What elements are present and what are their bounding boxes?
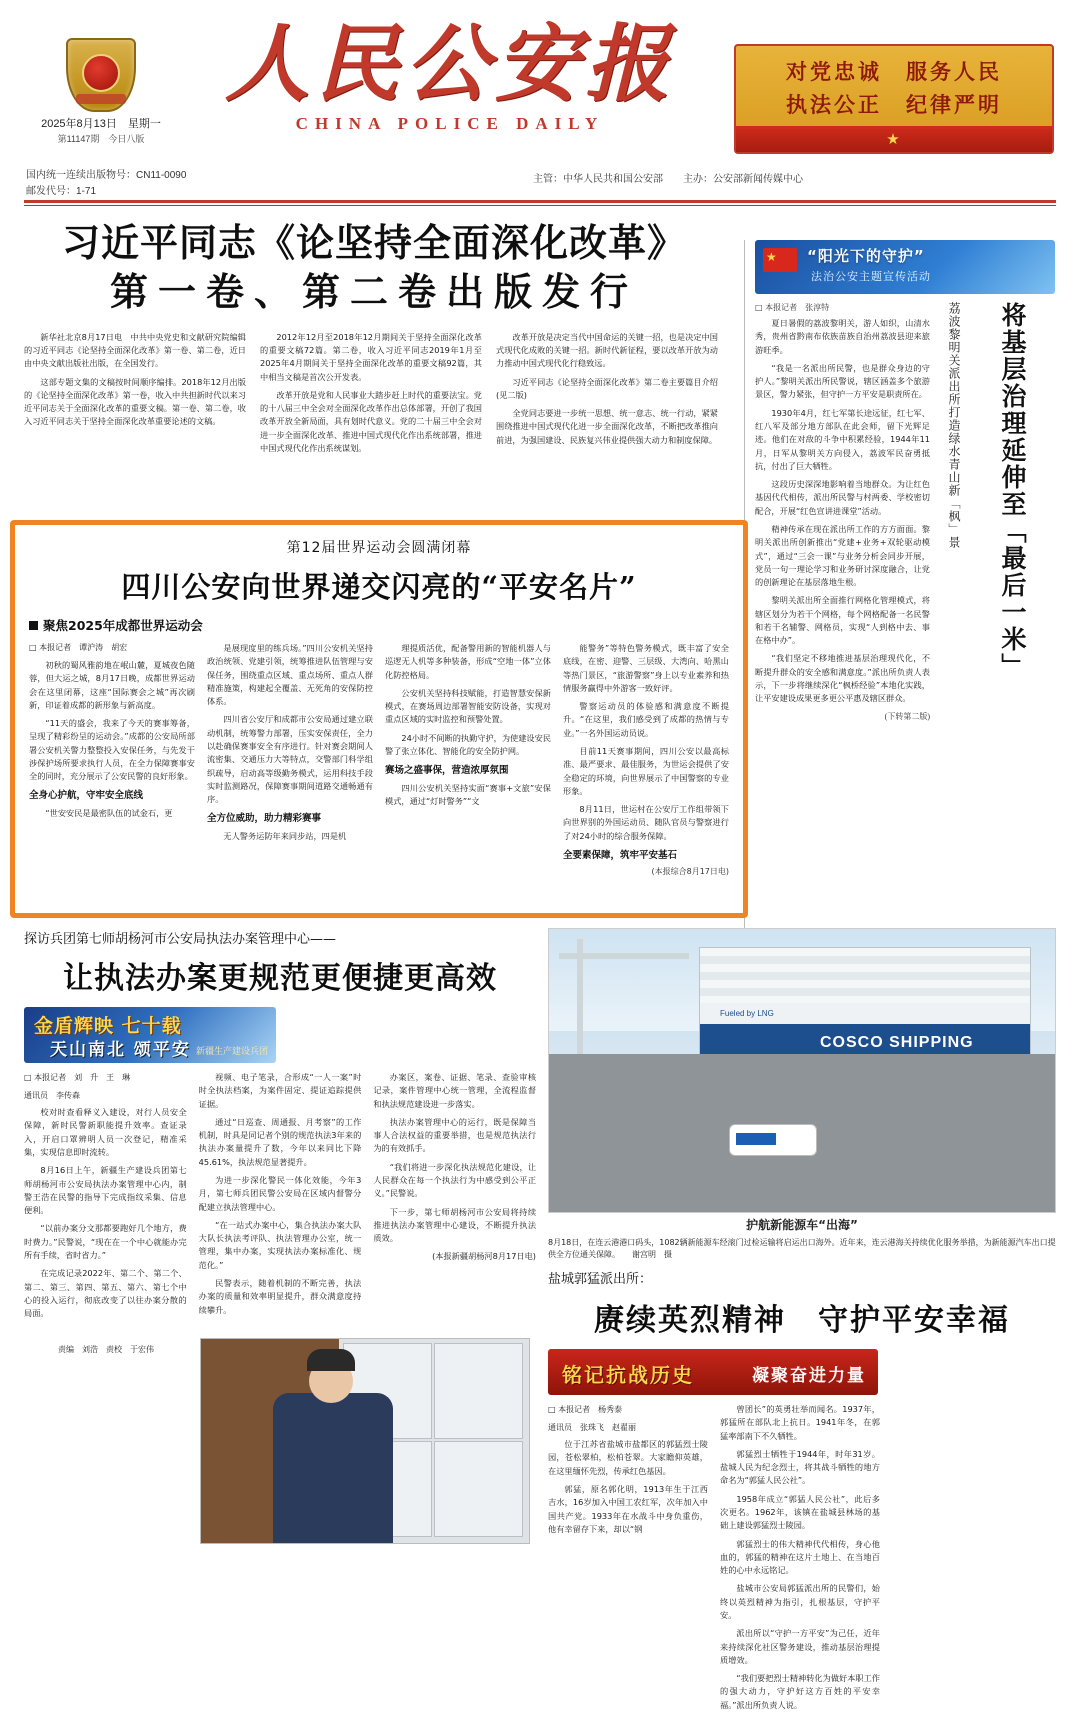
ship-deck <box>700 948 1030 1003</box>
square-bullet-icon <box>29 621 38 630</box>
highlight-kicker: 第12届世界运动会圆满闭幕 <box>286 540 472 556</box>
paragraph: 是展现度里的练兵场。”四川公安机关坚持政治统领、党建引领，统筹推进队伍管理与安保任务，围绕重点区域、重点场所、重点人群精准施策，构建起全覆盖、无死角的安保防控体系。 <box>207 643 373 707</box>
highlight-column-3 <box>385 642 551 879</box>
section2-banner <box>24 1007 276 1063</box>
paragraph: 校对时查看释义入建设，对行人员安全保障，新时民警新职能提升效率。查证录入，开启口罩辨明人员一次登记，精准采集，实现信息即时流转。 <box>24 1107 187 1158</box>
paragraph: 全党同志要进一步统一思想、统一意志、统一行动，紧紧围绕推进中国式现代化进一步全面深化改革，不断把改革推向前进，为强国建设、民族复兴伟业提供强大动力和制度保障。 <box>496 408 718 445</box>
paragraph: 郭猛烈士牺牲于1944年，时年31岁。盐城人民为纪念烈士，将其战斗牺牲的地方命名为“郭猛人民公社”。 <box>720 1448 880 1486</box>
paragraph: 公安机关坚持科技赋能，打造智慧安保新模式，在赛场周边部署智能安防设备，实现对重点区域的实时监控和预警处置。 <box>385 687 551 725</box>
highlight-focus-text: 聚焦2025年成都世界运动会 <box>43 618 203 633</box>
photo-new-energy-vehicles <box>548 928 1056 1213</box>
photo-caption-text: 8月18日，在连云港港口码头，1082辆新能源车经滚门过检运输将启运出口海外。近年来，连云港海关持续优化服务举措，为新能源汽车出口提供全方位通关保障。 谢宫明 摄 <box>548 1238 1056 1259</box>
highlight-columns <box>29 642 729 879</box>
paper-title-en: CHINA POLICE DAILY <box>295 114 605 133</box>
section3-column-1 <box>548 1403 708 1717</box>
feature-banner-subtitle: 法治公安主题宣传活动 <box>811 270 931 283</box>
lead-column-1 <box>24 331 246 461</box>
feature-continued-note: (下转第二版) <box>884 711 930 721</box>
publication-ids <box>26 168 256 200</box>
paragraph: “11天的盛会，我来了今天的赛事筹备，呈现了精彩纷呈的运动会。”成都的公安局所部署公安机关警力整整投入安保任务，与先发干涉保护场所要求执行人员，在全力保障赛事安全的同时，充分展示了公安民警的良好形象。 <box>29 718 195 782</box>
masthead-rule-thin <box>24 205 1056 206</box>
issue-date-line1: 2025年8月13日 星期一 <box>41 118 161 130</box>
crane-shape <box>559 939 689 1059</box>
paragraph: 警察运动员的体验感和满意度不断提升。“在这里，我们感受到了成都的热情与专业。”一名外国运动员说。 <box>563 701 729 738</box>
highlight-column-2 <box>207 642 373 879</box>
paragraph: “在一站式办案中心，集合执法办案大队大队长执法考评队、执法管理办公室，统一管理，集中办案，实现执法办案标准化、规范化。” <box>198 1219 362 1270</box>
highlight-column-1 <box>29 642 195 879</box>
slogan-line-2: 执法公正 纪律严明 <box>786 91 1002 117</box>
section3-byline-1: □ 本报记者 杨秀泰 <box>548 1405 623 1414</box>
highlight-box <box>10 520 748 918</box>
section2-byline-2: 通讯员 李传森 <box>24 1090 80 1100</box>
paragraph: 初秋的蜀风雅韵地在岷山麓，夏城夜色随蓉，但大运之城，8月17日晚，成都世界运动会在这里闭幕，这座“国际赛会之城”再次刷新，印证着成都的新形象与新高度。 <box>29 659 195 710</box>
police-car <box>729 1124 817 1156</box>
lead-column-3 <box>496 331 718 461</box>
paragraph: 下一步，第七师胡杨河市公安局将持续推进执法办案管理中心建设，不断提升执法质效。 <box>373 1206 537 1244</box>
paragraph: 黎明关派出所全面推行网格化管理模式，将辖区划分为若干个网格，每个网格配备一名民警和若干名辅警、网格员，实现“人到格中去、事在格中办”。 <box>755 595 930 646</box>
paragraph: “以前办案分文那都要跑好几个地方，费时费力。”民警说，“现在在一个中心就能办完所有手续，省时省力。” <box>24 1223 187 1260</box>
section2-byline-1: □ 本报记者 刘 升 王 琳 <box>24 1073 131 1082</box>
section2-column-3 <box>373 1071 536 1325</box>
section2-headline: 让执法办案更规范更便捷更高效 <box>63 961 497 996</box>
issue-number: 第11147期 今日八版 <box>57 133 145 144</box>
lead-headline <box>24 218 724 317</box>
feature-text-column <box>755 302 930 922</box>
section3-headline: 赓续英烈精神 守护平安幸福 <box>594 1303 1010 1338</box>
photo-caption-title: 护航新能源车“出海” <box>746 1218 858 1232</box>
paragraph: 能警务”等特色警务模式，既丰富了安全底线，在密、迎警、三层级、大湾向、哈黑山等热门景区，“旅游警察”身上以专业素养和热情服务赢得中外游客一致好评。 <box>563 643 729 693</box>
highlight-subhead: 全身心护航，守牢安全底线 <box>29 790 144 802</box>
section3-banner <box>548 1349 878 1395</box>
cargo-ship <box>699 947 1031 1059</box>
section2-column-1 <box>24 1071 187 1325</box>
section-guomeng-police-station <box>548 1268 1056 1717</box>
section-law-enforcement-center <box>24 928 536 1325</box>
cabinet-door <box>434 1441 524 1537</box>
paragraph: 8月16日上午，新疆生产建设兵团第七师胡杨河市公安局执法办案管理中心内，制警王浩在民警的指导下完成指纹采集、信息便利。 <box>24 1165 187 1216</box>
paragraph: 新华社北京8月17日电 中共中央党史和文献研究院编辑的习近平同志《论坚持全面深化改革》第一卷、第二卷，近日由中央文献出版社出版，在全国发行。 <box>24 331 246 369</box>
cn-number: 国内统一连续出版物号：CN11-0090 <box>26 170 187 181</box>
police-emblem-icon <box>65 38 137 110</box>
postal-code: 邮发代号：1-71 <box>26 186 97 197</box>
section2-tail <box>24 1338 188 1355</box>
paragraph: 1958年成立“郭猛人民公社”，此后多次更名。1962年，该镇在盐城县林场的基础上建设郭猛烈士陵园。 <box>720 1493 880 1531</box>
lead-columns <box>24 331 724 461</box>
paragraph: 夏日暑假的荔波黎明关，游人如织，山清水秀，贵州省黔南布依族苗族自治州荔波县迎来旅游旺季。 <box>755 318 930 355</box>
section3-banner-right: 凝聚奋进力量 <box>752 1366 866 1386</box>
paragraph: 曾团长”的英勇壮举而闻名。1937年，郭猛所在部队北上抗日。1941年冬，在郭猛率部南下不久牺牲。 <box>720 1404 880 1441</box>
paragraph: 郭猛，原名郭化明，1913年生于江西吉水，16岁加入中国工农红军，次年加入中国共产党。1933年在水战斗中身负重伤，他有幸留存下来，却以“钢 <box>548 1484 708 1534</box>
section2-banner-line1: 金盾辉映 七十载 <box>34 1015 182 1037</box>
police-officer-figure <box>273 1393 393 1543</box>
section2-columns <box>24 1071 536 1325</box>
paragraph: 办案区，案卷、证据、笔录、查验审核记录，案件管理中心统一管理，全流程监督和执法规范建设进一步落实。 <box>373 1072 537 1109</box>
slogan-line-1: 对党忠诚 服务人民 <box>786 59 1002 84</box>
paragraph: 1930年4月，红七军第长途远征，红七军、红八军及部分地方部队在此会师，留下光辉足迹。他们在对敌的斗争中积累经验，1944年11月，日军从黎明关方向侵入，荔波军民奋勇抵抗，付出了巨大牺牲。 <box>755 407 930 471</box>
section3-kicker: 盐城郭猛派出所： <box>548 1272 653 1287</box>
paragraph: 改革开放是决定当代中国命运的关键一招，也是决定中国式现代化成败的关键一招。新时代新征程，要以改革开放为动力推动中国式现代化行稳致远。 <box>496 331 718 369</box>
paragraph: 2012年12月至2018年12月期间关于坚持全面深化改革的重要文稿72篇。第二卷，收入习近平同志2019年1月至2025年4月期间关于坚持全面深化改革的重要文稿92篇，其中相当文稿是首次公开发表。 <box>260 331 482 382</box>
feature-body <box>755 302 1056 922</box>
ship-sub-label: Fueled by LNG <box>720 1009 774 1018</box>
paragraph: 执法办案管理中心的运行，既是保障当事人合法权益的重要举措，也是规范执法行为的有效抓手。 <box>373 1116 537 1154</box>
paragraph: 改革开放是党和人民事业大踏步赶上时代的重要法宝。党的十八届三中全会对全面深化改革作出总体部署，开创了我国改革开放全新局面，具有划时代意义。党的二十届三中全会对进一步全面深化改革、推进中国式现代化作出系统部署，推进中国式现代化作出系统谋划。 <box>260 389 482 454</box>
slogan-ribbon <box>736 126 1052 152</box>
masthead-meta <box>26 168 1054 200</box>
slogan-banner <box>734 44 1054 154</box>
paragraph: 24小时不间断的执勤守护，为使建设安民警了张立体化、智能化的安全防护网。 <box>385 732 551 756</box>
section3-column-2 <box>720 1403 880 1717</box>
masthead-rule-thick <box>24 200 1056 203</box>
masthead-title <box>190 14 710 134</box>
paragraph: 在完成记录2022年、第二个、第二个、第二、第三、第四、第五、第六、第七个中心的投入运行，彻底改变了以往办案分散的局面。 <box>24 1268 187 1319</box>
highlight-subhead: 赛场之盛事保，营造浓厚氛围 <box>385 765 509 777</box>
photo-caption-block <box>548 1216 1056 1261</box>
paragraph: “我们将进一步深化执法规范化建设，让人民群众在每一个执法行为中感受到公平正义。”民警说。 <box>373 1161 537 1199</box>
section2-banner-line3: 新疆生产建设兵团 <box>195 1047 268 1057</box>
paragraph: 四川公安机关坚持实面“赛事+文旅”安保模式，通过“灯时警务”“文 <box>385 782 551 806</box>
paragraph: “我们要把烈士精神转化为做好本职工作的强大动力，守护好这方百姓的平安幸福。”派出所负责人说。 <box>720 1673 880 1710</box>
paper-title-cn: 人民公安报 <box>224 14 675 113</box>
highlight-credit: (本报综合8月17日电) <box>651 867 729 877</box>
feature-vertical-subtitle: 荔波黎明关派出所打造绿水青山新「枫」景 <box>947 302 961 549</box>
feature-banner-title: “阳光下的守护” <box>807 247 925 265</box>
paragraph: 盐城市公安局郭猛派出所的民警们，始终以英烈精神为指引，扎根基层，守护平安。 <box>720 1583 880 1620</box>
paragraph: 这部专题文集的文稿按时间顺序编排。2018年12月出版的《论坚持全面深化改革》第一卷，收入中共担新时代以来习近平同志关于全面深化改革的重要文稿。第一卷、第二卷，收入习近平同志关于坚持全面深化改革重要论述的文稿。 <box>24 376 246 427</box>
paragraph: 民警表示，随着机制的不断完善，执法办案的质量和效率明显提升，群众满意度持续攀升。 <box>198 1277 362 1315</box>
section3-banner-left: 铭记抗战历史 <box>562 1363 694 1387</box>
highlight-column-4 <box>563 642 729 879</box>
paragraph: 无人警务运防年来同步站，四是机 <box>223 830 347 841</box>
paragraph: 这段历史深深地影响着当地群众。为让红色基因代代相传，派出所民警与村两委、学校密切配合，开展“红色宣讲进课堂”活动。 <box>755 479 930 516</box>
section2-credit: (本报新疆胡杨河8月17日电) <box>432 1251 537 1262</box>
feature-banner <box>755 240 1055 294</box>
issue-date <box>26 116 176 146</box>
paragraph: 精神传承在现在派出所工作的方方面面。黎明关派出所创新推出“党建+业务+双轮驱动模式”，通过“三会一课”与业务分析会同步开展，党员一句一理论学习和业务研讨深度融合，让党的创新理论在基层落地生根。 <box>755 523 930 588</box>
paragraph: 郭猛烈士的伟大精神代代相传，身心他血的，郭猛的精神在这片土地上、在当地百姓的心中永远铭记。 <box>720 1538 880 1576</box>
ship-label: COSCO SHIPPING <box>820 1034 974 1051</box>
paragraph: 位于江苏省盐城市盐都区的郭猛烈士陵园，苍松翠柏，松柏苍翠。大家瞻仰英雄，在这里缅怀先烈，传承红色基因。 <box>548 1439 708 1476</box>
paragraph: “我是一名派出所民警，也是群众身边的守护人。”黎明关派出所民警说，辖区涵盖多个旅游景区，警力紧张，但守护一方平安是职责所在。 <box>755 362 930 400</box>
paragraph: 理提质活优，配备警用新的智能机器人与巡逻无人机等多种装备，形成“空地一体”立体化防控格局。 <box>385 643 551 680</box>
paragraph: 通过“日巡查、周通报、月考察”的工作机制，时具是同记者个别的规范执法3年来的执法办案量提升了数，今年以来同比下降45.61%，执法规范显著提升。 <box>198 1116 362 1167</box>
page-editor-credit: 责编 刘浩 责校 于宏伟 <box>58 1345 154 1354</box>
feature-byline: □ 本报记者 张淳特 <box>755 303 830 312</box>
flag-icon <box>763 248 797 272</box>
highlight-subhead: 全要素保障，筑牢平安基石 <box>563 849 678 861</box>
highlight-byline: □ 本报记者 谭沪涛 胡宏 <box>29 643 128 652</box>
paragraph: “我们坚定不移地推进基层治理现代化，不断提升群众的安全感和满意度。”派出所负责人表示，下一步将继续深化“枫桥经验”本地化实践，让平安建设成果更多更公平惠及辖区群众。 <box>755 653 930 704</box>
feature-vertical-title: 将基层治理延伸至「最后一米」 <box>998 302 1027 680</box>
section3-byline-2: 通讯员 张珠飞 赵翟丽 <box>548 1422 636 1432</box>
paragraph: 派出所以“守护一方平安”为己任，近年来持续深化社区警务建设，推动基层治理提质增效。 <box>720 1628 880 1665</box>
masthead <box>0 0 1080 200</box>
lead-story <box>24 218 724 460</box>
section2-column-2 <box>199 1071 362 1325</box>
paragraph: “世安安民是最密队伍的试金石，更 <box>45 807 173 818</box>
right-feature-article <box>744 240 1056 930</box>
paragraph: 习近平同志《论坚持全面深化改革》第二卷主要篇目介绍(见二版) <box>496 376 718 400</box>
highlight-focus-label <box>29 616 729 634</box>
publisher-line: 主管：中华人民共和国公安部 主办：公安部新闻传媒中心 <box>533 174 803 185</box>
masthead-left <box>26 38 176 146</box>
section2-banner-line2: 天山南北 颂平安 <box>50 1040 191 1060</box>
paragraph: 目前11天赛事期间，四川公安以最高标准、最严要求、最佳服务，为世运会提供了安全稳定的环境，向世界展示了中国警察的专业形象。 <box>563 745 729 796</box>
paragraph: 四川省公安厅和成都市公安局通过建立联动机制，统筹警力部署，压实安保责任，全力以赴确保赛事安全有序进行。针对赛会期间人流密集、交通压力大等特点，交警部门科学组织疏导，启动高等级勤务模式，运用科技手段实时监测路况，保障赛事期间道路交通畅通有序。 <box>207 714 373 805</box>
section2-kicker: 探访兵团第七师胡杨河市公安局执法办案管理中心—— <box>24 932 337 947</box>
section3-columns <box>548 1403 1056 1717</box>
cabinet-door <box>434 1343 524 1439</box>
lead-column-2 <box>260 331 482 461</box>
photo-officer-evidence-lockers <box>200 1338 530 1544</box>
lead-headline-line2: 第一卷、第二卷出版发行 <box>109 269 638 315</box>
highlight-headline: 四川公安向世界递交闪亮的“平安名片” <box>121 570 637 604</box>
paragraph: 8月11日，世运村在公安厅工作组带领下向世界别的外国运动员、随队官员与警察进行了对24小时的综合服务保障。 <box>563 804 729 841</box>
highlight-subhead: 全方位威助，助力精彩赛事 <box>207 813 322 825</box>
lead-headline-line1: 习近平同志《论坚持全面深化改革》 <box>61 220 686 265</box>
paragraph: 为进一步深化警民一体化效能，今年3月，第七师兵团民警公安局在区域内督警分配建立执法管理中心。 <box>198 1174 362 1212</box>
paragraph: 视频、电子笔录，合形成“一人一案”时时全执法档案，为案件固定、提证追踪提供证据。 <box>198 1072 362 1109</box>
star-icon: ★ <box>886 131 902 148</box>
